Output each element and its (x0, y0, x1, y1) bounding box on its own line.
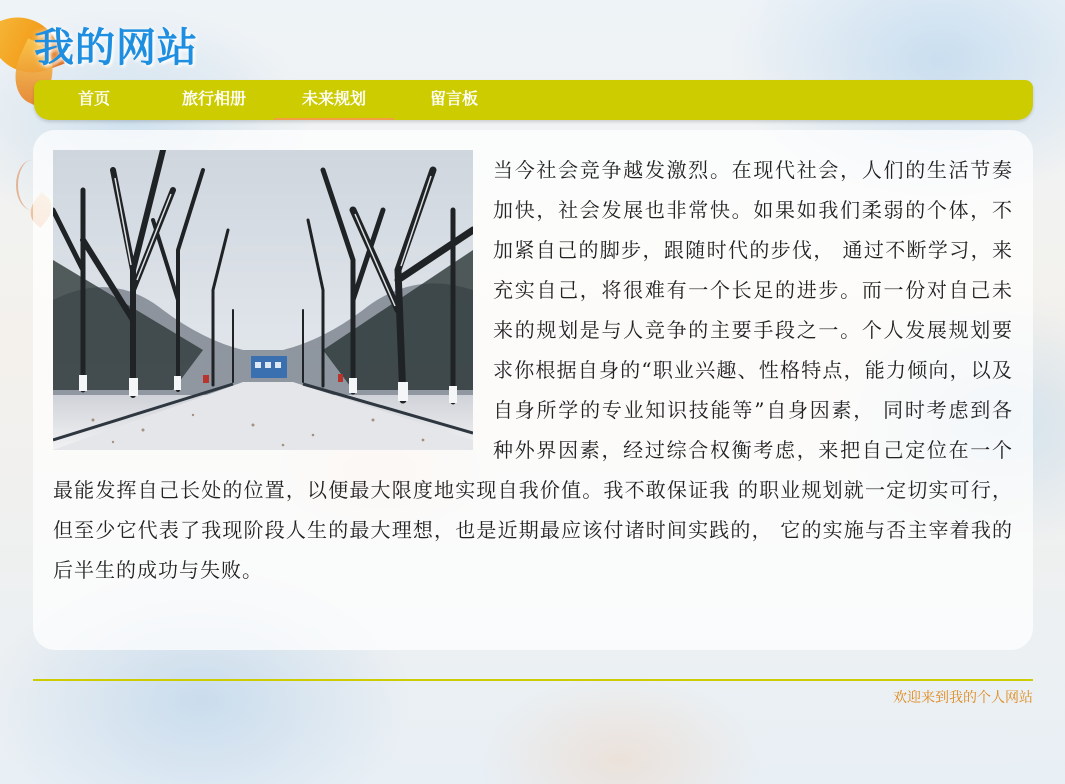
winter-avenue-photo (53, 150, 473, 450)
nav-item-travel-album[interactable]: 旅行相册 (181, 89, 246, 108)
main-nav (34, 80, 1033, 120)
article-text: 当今社会竞争越发激烈。在现代社会，人们的生活节奏加快，社会发展也非常快。如果如我们柔弱的个体，不加紧自己的脚步，跟随时代的步伐， 通过不断学习，来充实自己，将很难有一个长足的进步。而一份对自己未来的规划是与人竞争的主要手段之一。个人发展规划要求你根据自身的“职业兴趣、性格特点，能力倾向，以及自身所学的专业知识技能等”自身因素， 同时考虑到各种外界因素，经过综合权衡考虑，来把自己定位在一个最能发挥自己长处的位置，以便最大限度地实现自我价值。我不敢保证我 的职业规划就一定切实可行，但至少它代表了我现阶段人生的最大理想，也是近期最应该付诸时间实践的， 它的实施与否主宰着我的后半生的成功与失败。 (53, 158, 1013, 582)
nav-item-home[interactable]: 首页 (77, 89, 110, 108)
site-title: 我的网站 (34, 25, 198, 71)
content-panel (33, 130, 1033, 650)
nav-item-future-plan[interactable]: 未来规划 (274, 80, 394, 120)
nav-item-guestbook[interactable]: 留言板 (429, 89, 478, 108)
footer-welcome-text: 欢迎来到我的个人网站 (893, 690, 1033, 706)
footer-divider (33, 679, 1033, 681)
